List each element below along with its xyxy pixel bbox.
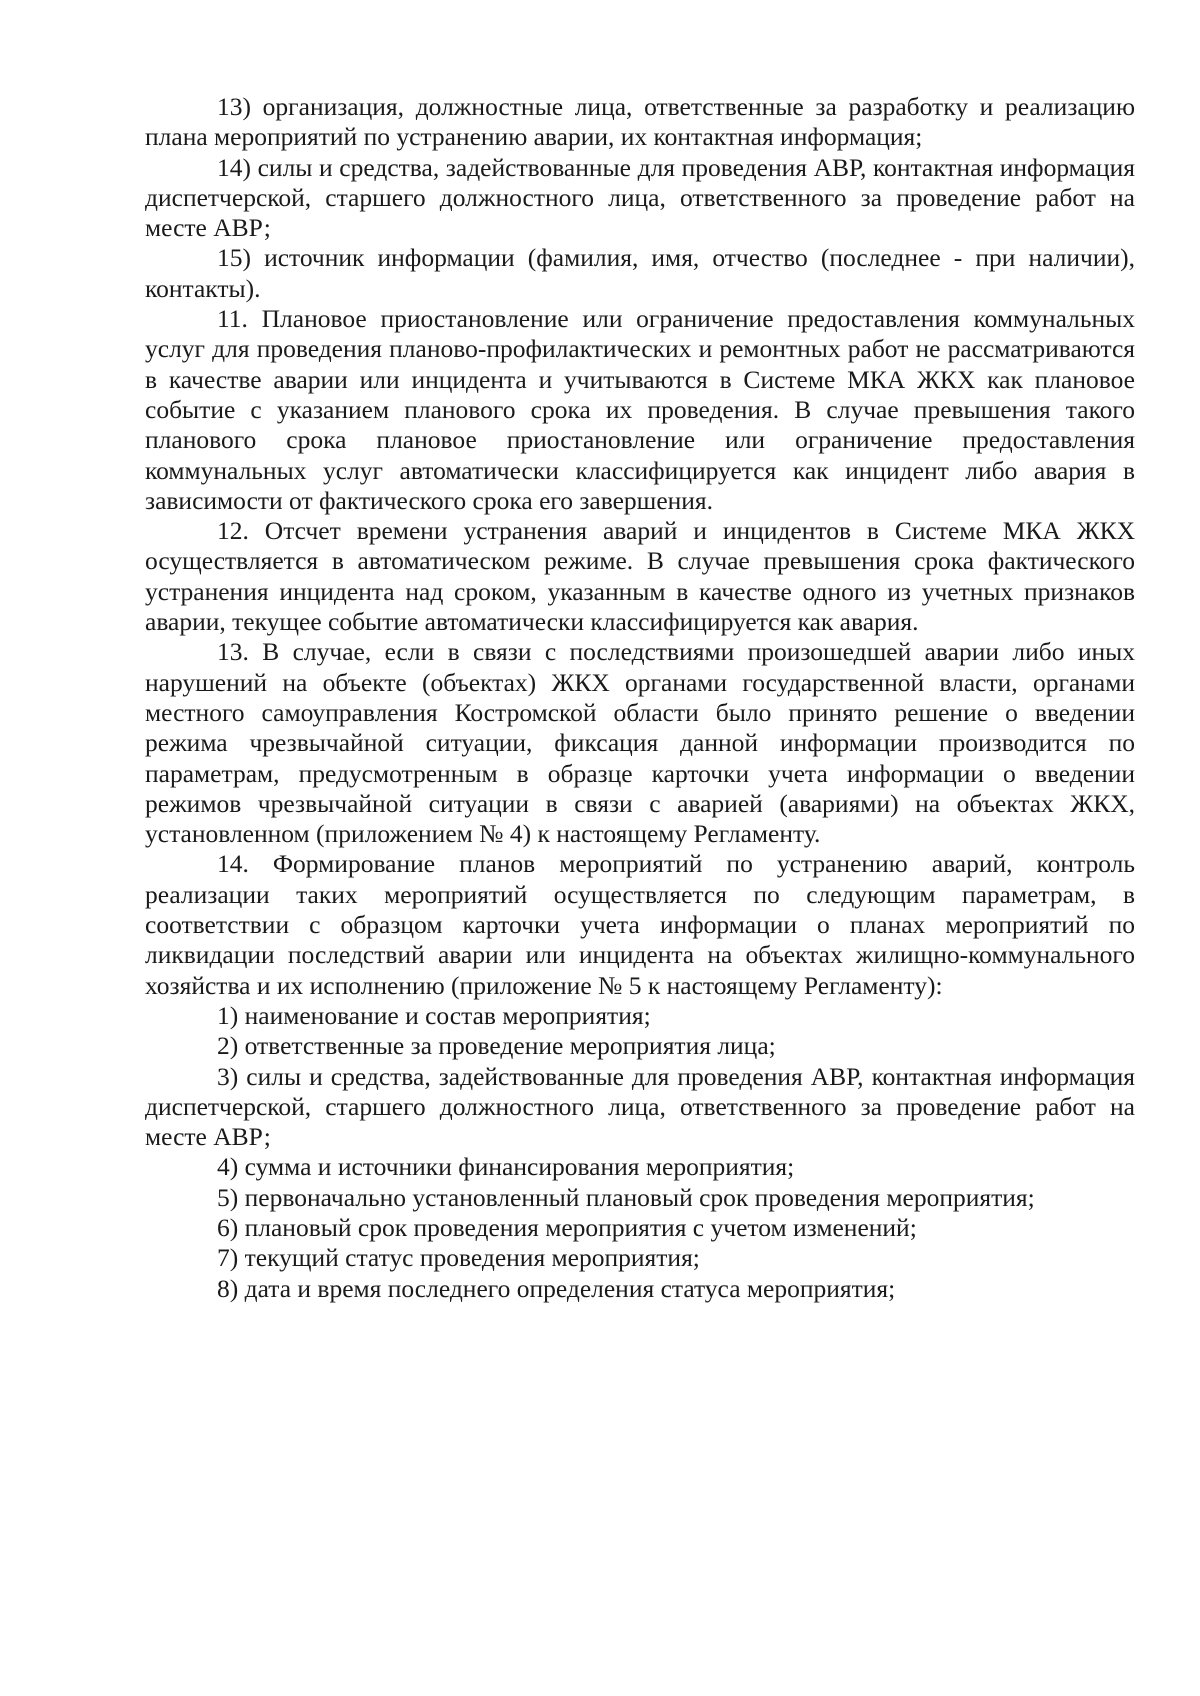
plan-item-7: 7) текущий статус проведения мероприятия; xyxy=(217,1243,700,1273)
plan-item-8: 8) дата и время последнего определения статуса мероприятия; xyxy=(217,1273,896,1303)
clause-12-time-counting: 12. Отсчет времени устранения аварий и инцидентов в Системе МКА ЖКХ осуществляется в автоматическом режиме. В случае превышения срока фактического устранения инцидента над сроком, указанным в качестве одного из учетных признаков аварии, текущее событие автоматически классифицируется как авария. xyxy=(145,516,1135,637)
plan-item-2: 2) ответственные за проведение мероприятия лица; xyxy=(217,1031,776,1061)
clause-14-action-plans: 14. Формирование планов мероприятий по устранению аварий, контроль реализации таких мероприятий осуществляется по следующим параметрам, в соответствии с образцом карточки учета информации о планах мероприятий по ликвидации последствий аварии или инцидента на объектах жилищно-коммунального хозяйства и их исполнению (приложение № 5 к настоящему Регламенту): xyxy=(145,849,1135,1000)
list-item-14-forces-and-means: 14) силы и средства, задействованные для проведения АВР, контактная информация диспетчерской, старшего должностного лица, ответственного за проведение работ на месте АВР; xyxy=(145,152,1135,243)
clause-13-emergency-regime: 13. В случае, если в связи с последствиями произошедшей аварии либо иных нарушений на объекте (объектах) ЖКХ органами государственной власти, органами местного самоуправления Костромской области было принято решение о введении режима чрезвычайной ситуации, фиксация данной информации производится по параметрам, предусмотренным в образце карточки учета информации о введении режимов чрезвычайной ситуации в связи с аварией (авариями) на объектах ЖКХ, установленном (приложением № 4) к настоящему Регламенту. xyxy=(145,637,1135,849)
plan-item-1: 1) наименование и состав мероприятия; xyxy=(217,1000,651,1030)
list-item-15-information-source: 15) источник информации (фамилия, имя, отчество (последнее - при наличии), контакты). xyxy=(145,243,1135,303)
list-item-13-responsible-organization: 13) организация, должностные лица, ответственные за разработку и реализацию плана мероприятий по устранению аварии, их контактная информация; xyxy=(145,92,1135,152)
document-body xyxy=(145,92,1135,1304)
plan-item-3: 3) силы и средства, задействованные для проведения АВР, контактная информация диспетчерской, старшего должностного лица, ответственного за проведение работ на месте АВР; xyxy=(145,1061,1135,1152)
plan-item-6: 6) плановый срок проведения мероприятия с учетом изменений; xyxy=(217,1212,917,1242)
plan-item-5: 5) первоначально установленный плановый срок проведения мероприятия; xyxy=(217,1182,1035,1212)
plan-item-4: 4) сумма и источники финансирования мероприятия; xyxy=(217,1152,795,1182)
clause-11-planned-suspension: 11. Плановое приостановление или ограничение предоставления коммунальных услуг для проведения планово-профилактических и ремонтных работ не рассматриваются в качестве аварии или инцидента и учитываются в Системе МКА ЖКХ как плановое событие с указанием планового срока их проведения. В случае превышения такого планового срока плановое приостановление или ограничение предоставления коммунальных услуг автоматически классифицируется как инцидент либо авария в зависимости от фактического срока его завершения. xyxy=(145,304,1135,515)
